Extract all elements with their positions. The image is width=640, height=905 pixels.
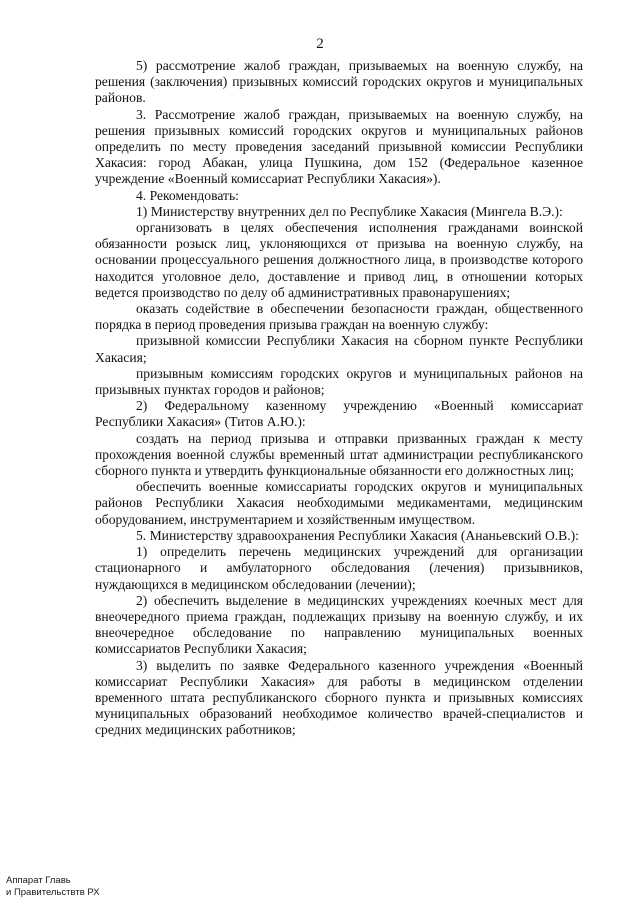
paragraph-republic-commission: призывной комиссии Республики Хакасия на сборном пункте Республики Хакасия;: [95, 333, 583, 365]
paragraph-section-5-health-ministry: 5. Министерству здравоохранения Республики Хакасия (Ананьевский О.В.):: [136, 527, 579, 543]
document-body: [95, 58, 583, 739]
stamp-line-2: и Правительствтв РХ: [6, 887, 100, 898]
paragraph-military-commissariat: 2) Федеральному казенному учреждению «Военный комиссариат Республики Хакасия» (Титов А.Ю.):: [95, 398, 583, 430]
stamp-line-1: Аппарат Главь: [6, 875, 71, 886]
paragraph-define-institutions: 1) определить перечень медицинских учреждений для организации стационарного и амбулаторного обследования (лечения) призывников, нуждающихся в медицинском обследовании (лечении);: [95, 544, 583, 592]
paragraph-organize-search: организовать в целях обеспечения исполнения гражданами воинской обязанности розыск лиц, уклоняющихся от призыва на военную службу, на основании процессуального решения должностного лица, в производстве которого находится уголовное дело, доставление и привод лиц, в отношении которых ведется производство по делу об административных правонарушениях;: [95, 220, 583, 300]
paragraph-allocate-doctors: 3) выделить по заявке Федерального казенного учреждения «Военный комиссариат Республики Хакасия» для работы в медицинском отделении временного штата республиканского сборного пункта и призывных комиссиях муниципальных образований необходимое количество врачей-специалистов и средних медицинских работников;: [95, 657, 583, 738]
paragraph-supply-medicaments: обеспечить военные комиссариаты городских округов и муниципальных районов Республики Хакасия необходимыми медикаментами, медицинским оборудованием, инструментарием и хозяйственным имуществом.: [95, 479, 583, 527]
paragraph-section-3: 3. Рассмотрение жалоб граждан, призываемых на военную службу, на решения призывных комиссий городских округов и муниципальных районов определить по месту проведения заседаний призывной комиссии Республики Хакасия: город Абакан, улица Пушкина, дом 152 (Федеральное казенное учреждение «Военный комиссариат Республики Хакасия»).: [95, 106, 583, 187]
paragraph-temporary-staff: создать на период призыва и отправки призванных граждан к месту прохождения военной службы временный штат администрации республиканского сборного пункта и утвердить функциональные обязанности его должностных лиц;: [95, 430, 583, 479]
paragraph-district-commissions: призывным комиссиям городских округов и муниципальных районов на призывных пунктах городов и районов;: [95, 365, 583, 398]
paragraph-security-assistance: оказать содействие в обеспечении безопасности граждан, общественного порядка в период проведения призыва граждан на военную службу:: [95, 301, 583, 333]
paragraph-mvd: 1) Министерству внутренних дел по Республике Хакасия (Мингела В.Э.):: [136, 203, 563, 219]
paragraph-allocate-beds: 2) обеспечить выделение в медицинских учреждениях коечных мест для внеочередного приема граждан, подлежащих призыву на военную службу, и их внеочередное обследование по направлению муниципальных военных комиссариатов Республики Хакасия;: [95, 592, 583, 657]
paragraph-item-5: 5) рассмотрение жалоб граждан, призываемых на военную службу, на решения (заключения) призывных комиссий городских округов и муниципальных районов.: [95, 58, 583, 106]
paragraph-section-4-heading: 4. Рекомендовать:: [136, 187, 239, 203]
registry-stamp: [6, 875, 100, 899]
page-number: 2: [316, 36, 324, 52]
